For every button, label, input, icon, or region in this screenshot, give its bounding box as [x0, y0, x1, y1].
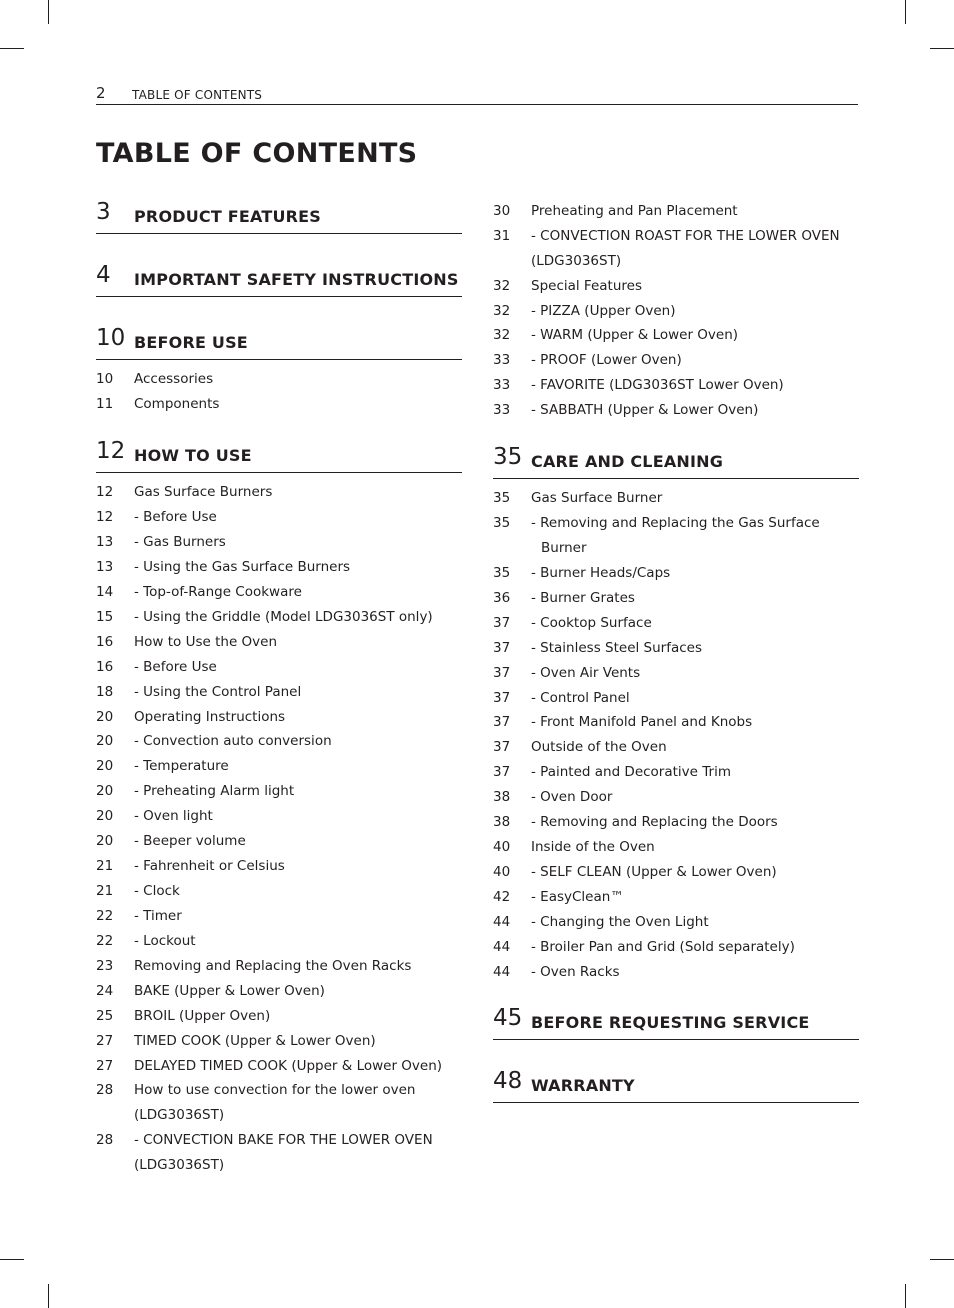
entry-page: 20	[96, 808, 114, 824]
entry-text: Accessories	[134, 371, 214, 387]
entry-text: BAKE (Upper & Lower Oven)	[134, 983, 325, 999]
section-page-number: 48	[493, 1068, 523, 1094]
entry-page: 44	[493, 964, 511, 980]
crop-mark	[930, 1259, 954, 1260]
entry-page: 10	[96, 371, 114, 387]
entry-text: - Beeper volume	[134, 833, 246, 849]
toc-section-warranty[interactable]	[493, 1066, 859, 1103]
toc-section-before-requesting-service[interactable]	[493, 1003, 859, 1040]
entry-page: 20	[96, 733, 114, 749]
entry-page: 28	[96, 1082, 114, 1098]
entry-page: 25	[96, 1008, 114, 1024]
entry-page: 37	[493, 615, 511, 631]
entry-page: 31	[493, 228, 511, 244]
toc-section-safety[interactable]	[96, 260, 462, 297]
entry-page: 42	[493, 889, 511, 905]
entry-text: - Stainless Steel Surfaces	[531, 640, 702, 656]
page-number: 2	[96, 84, 106, 102]
section-page-number: 12	[96, 438, 126, 464]
entry-page: 33	[493, 402, 511, 418]
entry-text: - Oven Door	[531, 789, 613, 805]
entry-text: - Removing and Replacing the Gas Surface	[531, 515, 820, 531]
entry-text: - Using the Control Panel	[134, 684, 302, 700]
section-page-number: 35	[493, 444, 523, 470]
entry-text: - Oven Air Vents	[531, 665, 641, 681]
entry-text: - Broiler Pan and Grid (Sold separately)	[531, 939, 795, 955]
section-title: HOW TO USE	[134, 446, 252, 465]
crop-mark	[48, 1284, 49, 1308]
entry-page: 35	[493, 515, 511, 531]
entry-text: Inside of the Oven	[531, 839, 655, 855]
entry-page: 20	[96, 783, 114, 799]
entry-page: 20	[96, 758, 114, 774]
entry-text: - Burner Grates	[531, 590, 635, 606]
entry-text: - Clock	[134, 883, 180, 899]
entry-page: 11	[96, 396, 114, 412]
entry-page: 32	[493, 327, 511, 343]
entry-page: 37	[493, 665, 511, 681]
entry-page: 21	[96, 858, 114, 874]
entry-page: 40	[493, 839, 511, 855]
section-title: BEFORE REQUESTING SERVICE	[531, 1013, 810, 1032]
entry-text: - SELF CLEAN (Upper & Lower Oven)	[531, 864, 777, 880]
entry-text: - Temperature	[134, 758, 229, 774]
entry-page: 27	[96, 1033, 114, 1049]
entry-text: Components	[134, 396, 220, 412]
entry-text: - Control Panel	[531, 690, 630, 706]
entry-page: 33	[493, 352, 511, 368]
running-header	[96, 84, 858, 105]
entry-text: Burner	[541, 540, 587, 556]
page-title: TABLE OF CONTENTS	[96, 138, 418, 169]
entry-text: - CONVECTION ROAST FOR THE LOWER OVEN	[531, 228, 840, 244]
entry-text: Preheating and Pan Placement	[531, 203, 738, 219]
section-title: WARRANTY	[531, 1076, 635, 1095]
entry-text: - Timer	[134, 908, 182, 924]
entry-page: 16	[96, 659, 114, 675]
entry-text: - Painted and Decorative Trim	[531, 764, 731, 780]
entry-text: - Front Manifold Panel and Knobs	[531, 714, 753, 730]
crop-mark	[930, 48, 954, 49]
entry-page: 23	[96, 958, 114, 974]
entry-text: - Oven light	[134, 808, 213, 824]
entry-page: 38	[493, 789, 511, 805]
section-page-number: 45	[493, 1005, 523, 1031]
entry-text: How to use convection for the lower oven	[134, 1082, 416, 1098]
entry-page: 13	[96, 534, 114, 550]
section-title: BEFORE USE	[134, 333, 248, 352]
entry-text: Operating Instructions	[134, 709, 286, 725]
entry-page: 21	[96, 883, 114, 899]
entry-text: DELAYED TIMED COOK (Upper & Lower Oven)	[134, 1058, 443, 1074]
entry-text: - CONVECTION BAKE FOR THE LOWER OVEN	[134, 1132, 433, 1148]
entry-text: (LDG3036ST)	[531, 253, 622, 269]
entry-text: - WARM (Upper & Lower Oven)	[531, 327, 739, 343]
entry-page: 22	[96, 908, 114, 924]
crop-mark	[0, 1259, 24, 1260]
entry-page: 33	[493, 377, 511, 393]
entry-text: - Top-of-Range Cookware	[134, 584, 302, 600]
entry-text: - Oven Racks	[531, 964, 620, 980]
crop-mark	[905, 0, 906, 24]
entry-page: 20	[96, 709, 114, 725]
entry-page: 40	[493, 864, 511, 880]
entry-page: 36	[493, 590, 511, 606]
entry-page: 35	[493, 490, 511, 506]
entry-text: - Preheating Alarm light	[134, 783, 295, 799]
entry-text: - Fahrenheit or Celsius	[134, 858, 285, 874]
entry-text: - Lockout	[134, 933, 196, 949]
section-page-number: 3	[96, 199, 111, 225]
entry-page: 37	[493, 739, 511, 755]
entry-text: - Convection auto conversion	[134, 733, 332, 749]
toc-section-how-to-use[interactable]	[96, 436, 462, 473]
entry-page: 44	[493, 914, 511, 930]
entry-page: 28	[96, 1132, 114, 1148]
entry-text: (LDG3036ST)	[134, 1107, 225, 1123]
entry-text: - FAVORITE (LDG3036ST Lower Oven)	[531, 377, 784, 393]
entry-page: 22	[96, 933, 114, 949]
entry-page: 35	[493, 565, 511, 581]
entry-text: - Using the Griddle (Model LDG3036ST only)	[134, 609, 433, 625]
section-page-number: 4	[96, 262, 111, 288]
toc-section-product-features[interactable]	[96, 197, 462, 234]
entry-text: - Burner Heads/Caps	[531, 565, 671, 581]
entry-text: - Changing the Oven Light	[531, 914, 709, 930]
entry-text: - Before Use	[134, 509, 217, 525]
entry-page: 18	[96, 684, 114, 700]
entry-page: 24	[96, 983, 114, 999]
entry-page: 37	[493, 714, 511, 730]
entry-page: 44	[493, 939, 511, 955]
section-title: IMPORTANT SAFETY INSTRUCTIONS	[134, 270, 459, 289]
entry-text: Special Features	[531, 278, 642, 294]
entry-text: - Cooktop Surface	[531, 615, 652, 631]
entry-text: - PIZZA (Upper Oven)	[531, 303, 676, 319]
entry-page: 12	[96, 509, 114, 525]
crop-mark	[0, 48, 24, 49]
entry-page: 16	[96, 634, 114, 650]
entry-text: - EasyClean™	[531, 889, 624, 905]
entry-text: Gas Surface Burners	[134, 484, 273, 500]
entry-page: 20	[96, 833, 114, 849]
entry-text: (LDG3036ST)	[134, 1157, 225, 1173]
section-page-number: 10	[96, 325, 126, 351]
crop-mark	[905, 1284, 906, 1308]
toc-section-care-and-cleaning[interactable]	[493, 442, 859, 479]
entry-text: - Gas Burners	[134, 534, 226, 550]
entry-page: 14	[96, 584, 114, 600]
entry-page: 12	[96, 484, 114, 500]
entry-text: BROIL (Upper Oven)	[134, 1008, 271, 1024]
entry-page: 30	[493, 203, 511, 219]
entry-text: - Before Use	[134, 659, 217, 675]
header-title: TABLE OF CONTENTS	[132, 88, 263, 102]
entry-page: 37	[493, 640, 511, 656]
entry-text: - PROOF (Lower Oven)	[531, 352, 682, 368]
entry-text: How to Use the Oven	[134, 634, 278, 650]
entry-page: 37	[493, 690, 511, 706]
entry-text: Outside of the Oven	[531, 739, 667, 755]
entry-page: 27	[96, 1058, 114, 1074]
crop-mark	[48, 0, 49, 24]
entry-page: 15	[96, 609, 114, 625]
entry-text: TIMED COOK (Upper & Lower Oven)	[134, 1033, 376, 1049]
section-title: CARE AND CLEANING	[531, 452, 724, 471]
entry-page: 37	[493, 764, 511, 780]
entry-text: Gas Surface Burner	[531, 490, 663, 506]
entry-page: 38	[493, 814, 511, 830]
entry-page: 13	[96, 559, 114, 575]
entry-page: 32	[493, 278, 511, 294]
section-title: PRODUCT FEATURES	[134, 207, 322, 226]
entry-page: 32	[493, 303, 511, 319]
entry-text: - SABBATH (Upper & Lower Oven)	[531, 402, 759, 418]
entry-text: Removing and Replacing the Oven Racks	[134, 958, 412, 974]
entry-text: - Using the Gas Surface Burners	[134, 559, 351, 575]
entry-text: - Removing and Replacing the Doors	[531, 814, 778, 830]
toc-section-before-use[interactable]	[96, 323, 462, 360]
